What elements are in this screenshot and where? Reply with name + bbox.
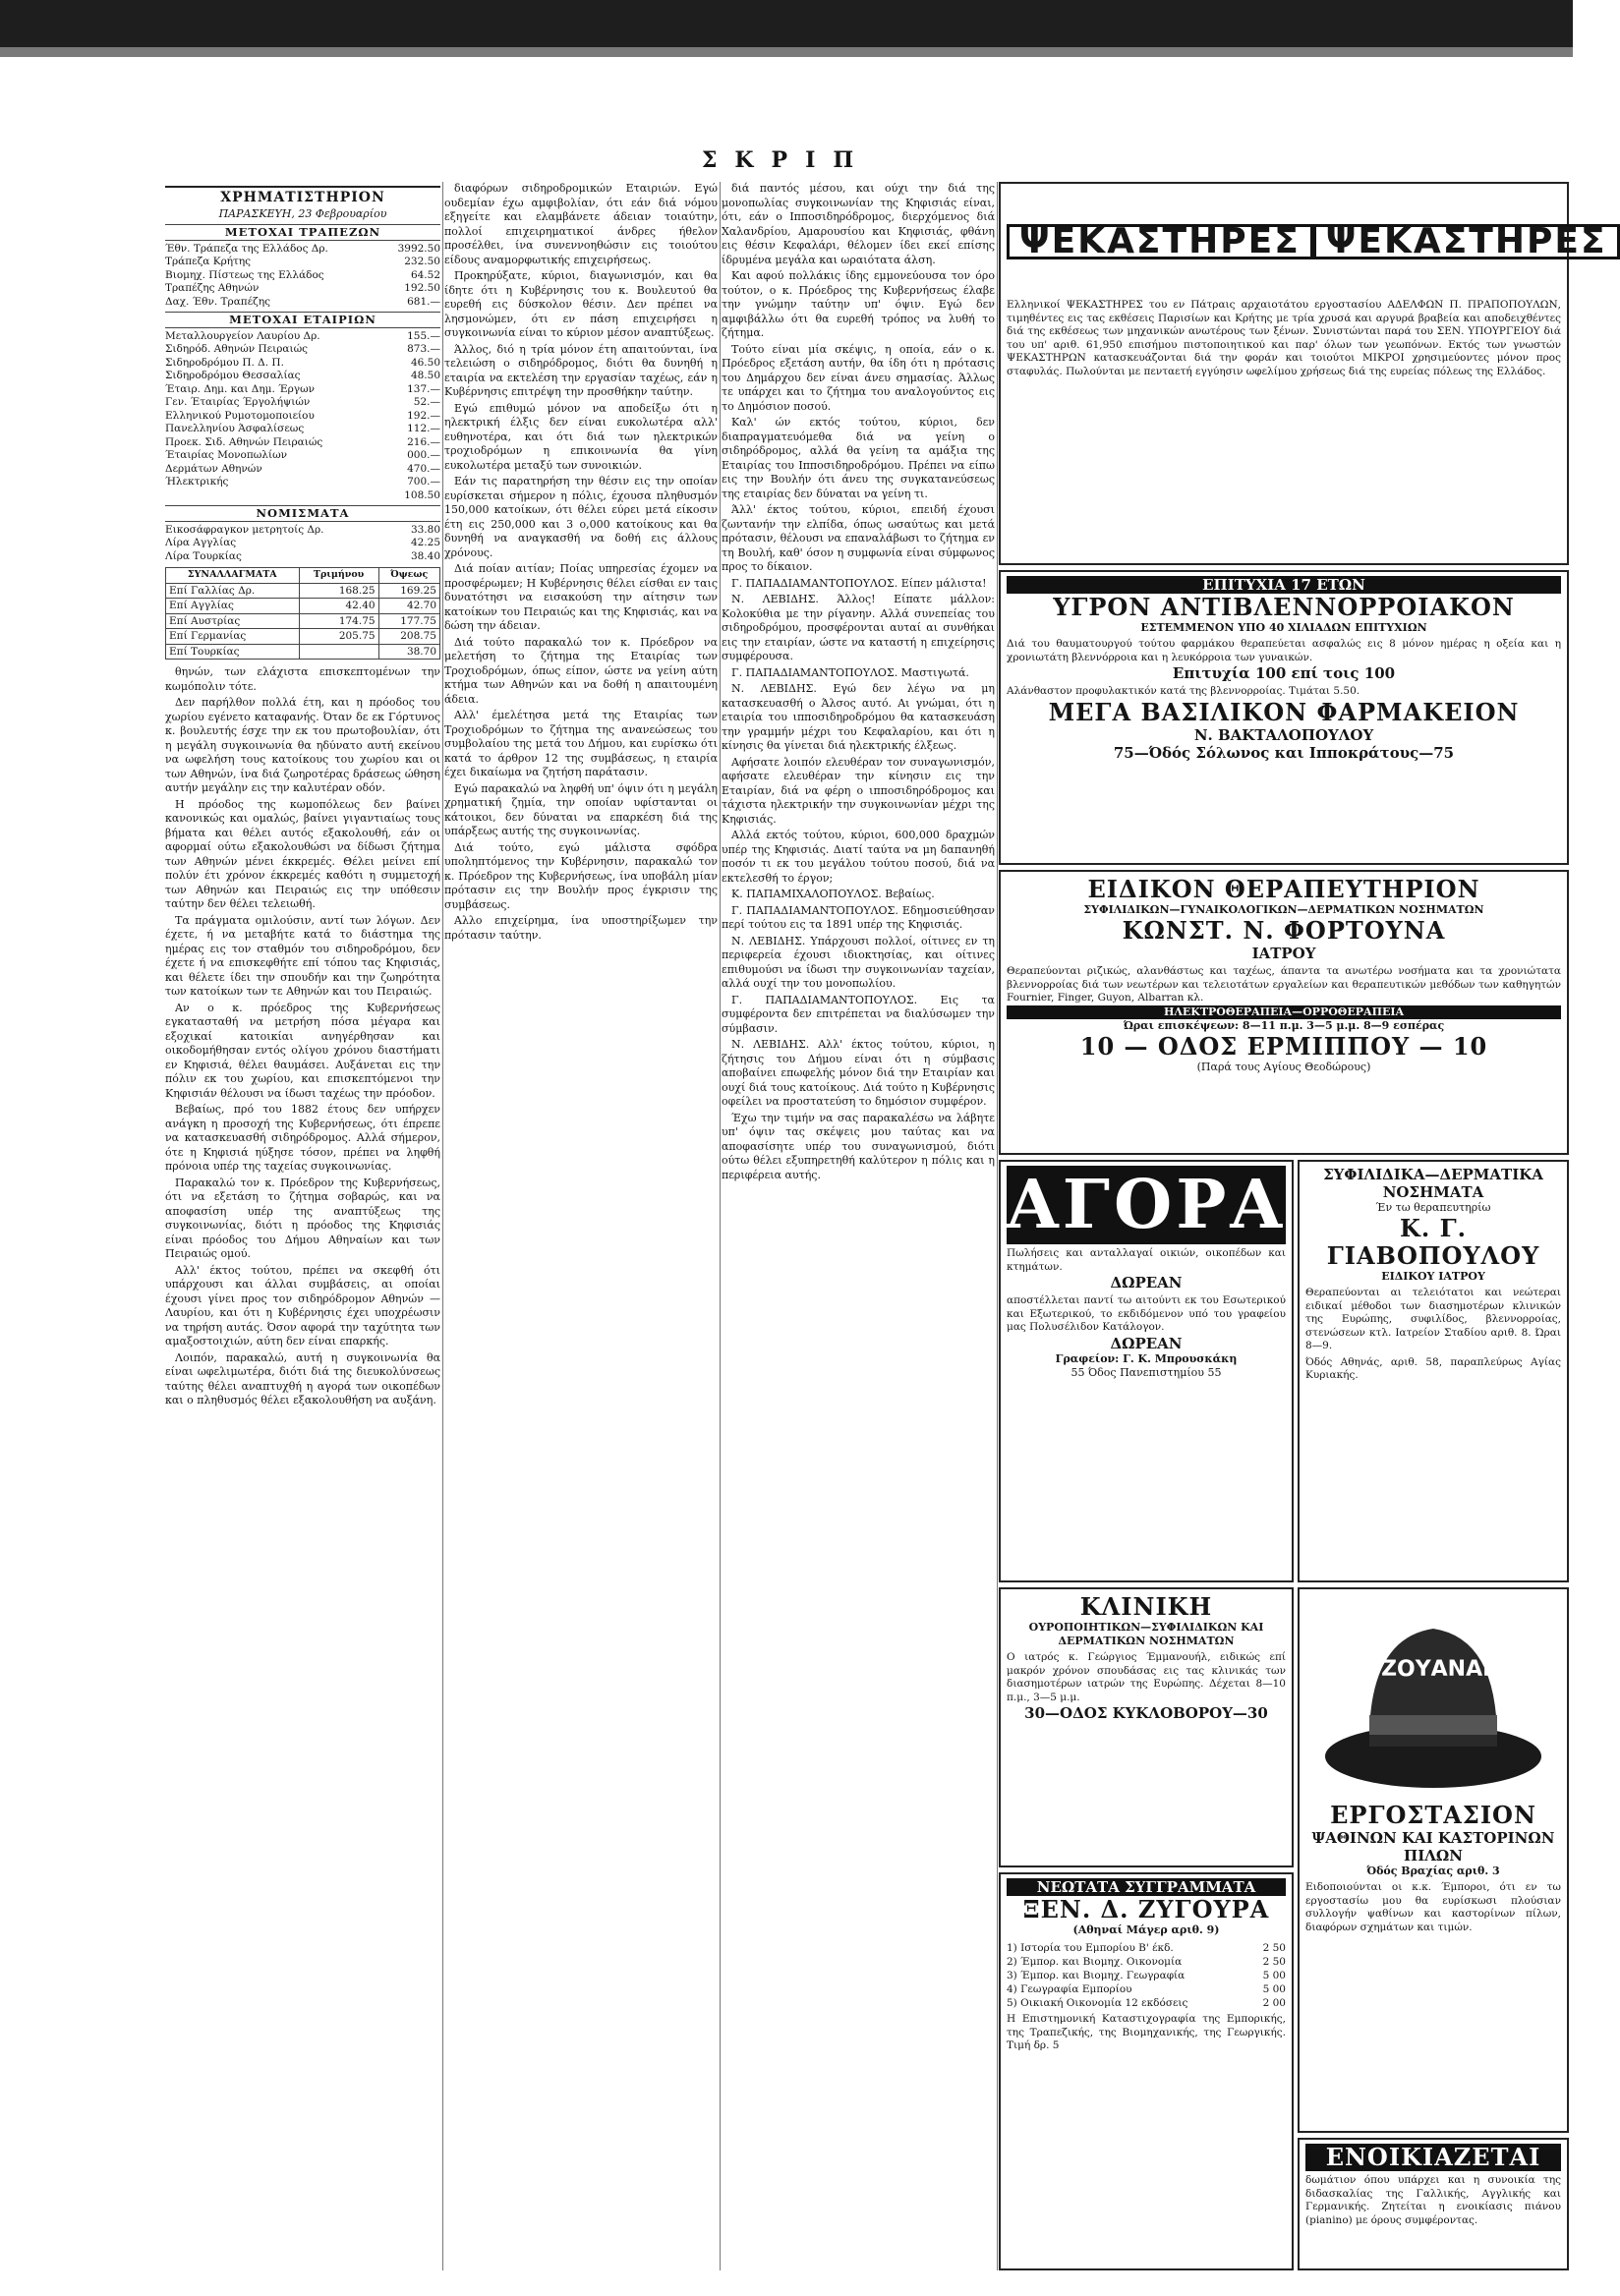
clinic-band: ΗΛΕΚΤΡΟΘΕΡΑΠΕΙΑ—ΟΡΡΟΘΕΡΑΠΕΙΑ [1007, 1005, 1561, 1019]
exchange-cell-name: Επί Αγγλίας [166, 599, 300, 614]
pharmacy-name: ΜΕΓΑ ΒΑΣΙΛΙΚΟΝ ΦΑΡΜΑΚΕΙΟΝ [1048, 697, 1520, 726]
rate-name: Γεν. Έταιρίας Έργολήψιών [165, 396, 311, 408]
sprayers-word-left: ΨΕΚΑΣΤΗΡΕΣ [1007, 224, 1313, 259]
rate-row [165, 269, 440, 283]
sprayers-word-right: ΨΕΚΑΣΤΗΡΕΣ [1313, 224, 1620, 259]
exchange-row [166, 613, 440, 629]
article-paragraph: Τα πράγματα ομιλούσιν, αντί των λόγων. Δεν έχετε, ή να μεταβήτε κατά το διάστημα της ημέρας εις τον σταθμόν του σιδηροδρόμου, δεν έχετε ή να επισκεφθήτε επί τόπου τας Κηφισιάς, και θέλετε ίδει την σπουδήν και την ζωηρότητα των κατοίκων των τε Αθηνών και του Πειραιώς. [165, 913, 440, 998]
rate-row [165, 296, 440, 310]
rate-row [165, 343, 440, 357]
article-paragraph: Δεν παρήλθον πολλά έτη, και η πρόοδος του χωρίου εγένετο καταφανής. Όταν δε εκ Γόρτυνος κ. βουλευτής έσχε την εκ του πρωτοβουλίαν, ότι η μεγάλη συγκοινωνία θα ηδύνατο αυτή εκείνου να ωφελήση τους κατοίκους του χωρίου και οι των Αθηνών, ίνα διά ζωηροτέρας δράσεως ώθηση αυτήν μεγάλην εις την καλυτέραν οδόν. [165, 696, 440, 794]
article-paragraph: Η πρόοδος της κωμοπόλεως δεν βαίνει κανονικώς και ομαλώς, βαίνει γιγαντιαίως τους βήματα και θέλει αυτός εξακολουθή, εάν οι αφορμαί ούτω εξακολουθώσι να δίδωσι ζήτημα των Αθηνών μένει έκκρεμές. Θέλει μείνει επί πολύν έτι χρόνον έκκρεμές καθότι η συμμετοχή των Αθηνών και Πειραιώς εις την υπόθεσιν ταύτην δεν θέλει τελειωθή. [165, 797, 440, 910]
derm-role: ΕΙΔΙΚΟΥ ΙΑΤΡΟΥ [1381, 1270, 1485, 1283]
rate-name: Προεκ. Σιδ. Αθηνών Πειραιώς [165, 435, 323, 448]
rate-name: Σιδηρόδ. Αθηνών Πειραιώς [165, 343, 309, 355]
kliniki-text: Ο ιατρός κ. Γεώργιος Έμμανουήλ, ειδικώς επί μακρόν χρόνον σπουδάσας εις τας κλινικάς των διασημοτέρων ιατρών της Ευρώπης. Δέχεται 8—10 π.μ., 3—5 μ.μ. [1007, 1651, 1286, 1703]
banks-heading: ΜΕΤΟΧΑΙ ΤΡΑΠΕΖΩΝ [165, 224, 440, 241]
book-price: 5 00 [1262, 1970, 1286, 1981]
rate-name: Έθν. Τράπεζα της Ελλάδος Δρ. [165, 242, 328, 255]
rate-row [165, 436, 440, 450]
article-paragraph: διά παντός μέσου, και ούχι την διά της μονοπωλίας συγκοινωνίαν της Κηφισιάς είναι, ότι, εάν ο Ιπποσιδηρόδρομος, διερχόμενος διά Χαλανδρίου, Αμαρουσίου και Κηφισιάς, φθάνη εις θέσιν Κεφαλάρι, θέλομεν ίδει εκεί επίσης ίδρυμένα μεγάλα και ωραιότατα άλση. [722, 182, 995, 266]
rate-value: 681.— [407, 295, 440, 308]
rate-row [165, 330, 440, 344]
book-name: 3) Έμπορ. και Βιομηχ. Γεωγραφία [1007, 1970, 1186, 1981]
rate-name: Βιομηχ. Πίστεως της Ελλάδος [165, 268, 324, 281]
exchange-cell-tri: 205.75 [299, 629, 378, 645]
books-text: Η Επιστημονική Καταστιχογραφία της Εμπορικής, της Τραπεζικής, της Βιομηχανικής, της Γεωργικής. Τιμή δρ. 5 [1007, 2013, 1286, 2051]
article-paragraph: Ν. ΛΕΒΙΔΗΣ. Άλλος! Είπατε μάλλον: Κολοκύθια με την ρίγανην. Αλλά συνεπείας του σιδηροδρόμου, προσφέρονται αυταί αι συνθήκαι εις την εταιρίαν, ώστε να καταστή η επιχείρησις συμφέρουσα. [722, 593, 995, 662]
rate-row [165, 357, 440, 371]
agora-address: 55 Όδος Πανεπιστημίου 55 [1070, 1365, 1222, 1379]
exchange-row [166, 599, 440, 614]
article-paragraph: Λοιπόν, παρακαλώ, αυτή η συγκοινωνία θα είναι ωφελιμωτέρα, διότι διά της διευκολύνσεως ταύτης θέλει αναπτυχθή η αγορά των οικοπέδων και ο πληθυσμός θέλει εξακολουθήση να αυξάνη. [165, 1350, 440, 1406]
rate-name: Ήλεκτρικής [165, 476, 229, 488]
article-paragraph: Άλλος, διό η τρία μόνον έτη απαιτούνται, ίνα τελειώση ο σιδηρόδρομος, διότι θα δυνηθή η εταιρία να εκτελέση την εργασίαν ταχέως, εάν η Κυβέρνησις επιτρέψη την προσθήκην ταύτην. [444, 342, 718, 398]
antiblen-text2: Αλάνθαστον προφυλακτικόν κατά της βλεννορροίας. Τιμάται 5.50. [1007, 685, 1360, 697]
market-title: ΧΡΗΜΑΤΙΣΤΗΡΙΟΝ [165, 186, 440, 205]
rate-row [165, 524, 440, 538]
article-paragraph: Κ. ΠΑΠΑΜΙΧΑΛΟΠΟΥΛΟΣ. Βεβαίως. [731, 888, 935, 900]
hat-factory-ad [1298, 1587, 1569, 2133]
books-address: (Αθηναί Μάγερ αριθ. 9) [1072, 1923, 1220, 1936]
books-title: ΝΕΩΤΑΤΑ ΣΥΓΓΡΑΜΜΑΤΑ [1007, 1878, 1286, 1896]
rate-name: Λίρα Τουρκίας [165, 549, 242, 562]
article-paragraph: Γ. ΠΑΠΑΔΙΑΜΑΝΤΟΠΟΥΛΟΣ. Είπεν μάλιστα! [731, 576, 987, 590]
article-paragraph: Αλλ' έμελέτησα μετά της Εταιρίας των Τροχιοδρόμων το ζήτημα της ανανεώσεως του συμβολαίου της μετά του Δήμου, και ευρίσκω ότι κατά το άρθρον 12 της συμβάσεως, η εταιρία έχει δικαίωμα να ζητήση παράτασιν. [444, 709, 718, 778]
rate-name: Έταιρ. Δημ. και Δημ. Έργων [165, 382, 316, 395]
rate-value: 42.25 [410, 537, 440, 548]
rate-row [165, 396, 440, 410]
rate-value: 48.50 [410, 370, 440, 381]
exchange-row [166, 629, 440, 645]
rate-name: Δαχ. Έθν. Τραπέζης [165, 295, 271, 308]
companies-list [165, 330, 440, 503]
book-price: 2 50 [1262, 1942, 1286, 1954]
exchange-cell-tri [299, 644, 378, 660]
article-text-col1 [165, 665, 440, 1408]
article-paragraph: Προκηρύξατε, κύριοι, διαγωνισμόν, και θα ίδητε ότι η Κυβέρνησις του κ. Βουλευτού θα ευρεθή εις δύσκολον θέσιν. Δεν πρέπει να λησμονώμεν, ότι εν πάση επιχειρήσει η συγκοινωνία είναι το κύριον μέσον αναπτύξεως. [444, 269, 718, 339]
article-paragraph: Αφήσατε λοιπόν ελευθέραν τον συναγωνισμόν, αφήσατε ελευθέραν την κίνησιν εις την Εταιρίαν, διά να φέρη ο ιπποσιδηρόδρομος και τάχιστα ηλεκτρικήν την συγκοινωνίαν μέχρι της Κηφισιάς. [722, 755, 995, 826]
derm-doctor: Κ. Γ. ΓΙΑΒΟΠΟΥΛΟΥ [1326, 1214, 1540, 1270]
rate-value: 232.50 [404, 256, 440, 267]
article-paragraph: Ν. ΛΕΒΙΔΗΣ. Εγώ δεν λέγω να μη κατασκευασθή ο Άλσος αυτό. Αι γνώμαι, ότι η εταιρία του ιπποσιδηροδρόμου θα κατασκευάση την γραμμήν μέχρι του Κεφαλαρίου, και ότι η κίνησις θα γίνεται διά ηλεκτρικής έλξεως. [722, 682, 995, 752]
pharmacy-owner: Ν. ΒΑΚΤΑΛΟΠΟΥΛΟΥ [1193, 725, 1374, 744]
hat-sub: ΨΑΘΙΝΩΝ ΚΑΙ ΚΑΣΤΟΡΙΝΩΝ ΠΙΛΩΝ [1311, 1829, 1555, 1865]
exchange-cell-ops: 38.70 [378, 644, 439, 660]
clinic-role: ΙΑΤΡΟΥ [1251, 945, 1316, 962]
hat-title: ΕΡΓΟΣΤΑΣΙΟΝ [1330, 1801, 1536, 1829]
book-item [1007, 1941, 1286, 1955]
success-tag: ΕΠΙΤΥΧΙΑ 17 ΕΤΩΝ [1007, 576, 1561, 594]
article-paragraph: θηνών, των ελάχιστα επισκεπτομένων την κωμόπολιν τότε. [165, 665, 440, 693]
rate-name [165, 489, 381, 503]
column-rule [720, 182, 721, 2270]
rate-name: Μεταλλουργείον Λαυρίου Δρ. [165, 329, 320, 342]
exchange-col-ops: Όψεως [378, 568, 439, 584]
rate-value: 112.— [407, 423, 440, 434]
rate-name: Πανελληνίου Άσφαλίσεως [165, 423, 305, 434]
exchange-cell-name: Επί Τουρκίας [166, 644, 300, 660]
rate-value: 470.— [407, 462, 440, 475]
agora-office: Γραφείον: Γ. Κ. Μπρουσκάκη [1055, 1351, 1238, 1365]
exchange-cell-name: Επί Γαλλίας Δρ. [166, 583, 300, 599]
clinic-doctor: ΚΩΝΣΤ. Ν. ΦΟΡΤΟΥΝΑ [1122, 916, 1446, 945]
exchange-col-tri: Τριμήνου [299, 568, 378, 584]
agora-text2: αποστέλλεται παντί τω αιτούντι εκ του Εσωτερικού και Εξωτερικού, το εκδιδόμενον υπό του γραφείου μας Πολυσέλιδον Κατάλογον. [1007, 1294, 1286, 1333]
rate-value: 137.— [407, 382, 440, 395]
books-publisher: ΞΕΝ. Δ. ΖΥΓΟΥΡΑ [1022, 1895, 1270, 1923]
companies-heading: ΜΕΤΟΧΑΙ ΕΤΑΙΡΙΩΝ [165, 312, 440, 328]
exchange-row [166, 644, 440, 660]
book-item [1007, 1982, 1286, 1996]
article-paragraph: Και αφού πολλάκις ίδης εμμονεύουσα τον όρο τούτον, ο κ. Πρόεδρος της Κυβερνήσεως έλαβε την γνώμην ταύτην υπ' όψιν. Εγώ δεν αμφιβάλλω ότι θα ευρεθή τρόπος να λυθή το ζήτημα. [722, 269, 995, 339]
rate-name: Έταιρίας Μονοπωλίων [165, 449, 288, 461]
agora-free: ΔΩΡΕΑΝ [1110, 1274, 1183, 1292]
rate-value: 700.— [407, 476, 440, 488]
clinic-title: ΕΙΔΙΚΟΝ ΘΕΡΑΠΕΥΤΗΡΙΟΝ [1087, 875, 1480, 903]
article-paragraph: Αλλά εκτός τούτου, κύριοι, 600,000 δραχμών υπέρ της Κηφισιάς. Διατί ταύτα να μη δαπανηθή ποσόν τι εκ του μεγάλου τούτου ποσού, διά να εκτελεσθή το έργον; [722, 829, 995, 885]
rate-value: 000.— [407, 449, 440, 461]
rate-value: 155.— [407, 329, 440, 342]
rent-text: δωμάτιον όπου υπάρχει και η συνοικία της διδασκαλίας της Γαλλικής, Αγγλικής και Γερμανικής. Ζητείται η ενοικίασις πιάνου (pianino) με όρους συμφέροντας. [1305, 2174, 1561, 2226]
books-ad [999, 1872, 1294, 2270]
book-item [1007, 1996, 1286, 2010]
rate-value: 108.50 [404, 488, 440, 501]
hat-address: Όδός Βραχίας αριθ. 3 [1366, 1865, 1500, 1877]
exchange-cell-ops: 169.25 [378, 583, 439, 599]
article-paragraph: Γ. ΠΑΠΑΔΙΑΜΑΝΤΟΠΟΥΛΟΣ. Μαστιγωτά. [731, 665, 969, 679]
article-paragraph: Αν ο κ. πρόεδρος της Κυβερνήσεως εγκατασταθή να μετρήση πόσα μέγαρα και εξοχικαί κατοικίαι ανηγέρθησαν και οικοδομήθησαν εντός ολίγου χρόνου διαστήματι εν Κηφισιά, θέλει θαυμάσει. Αυξάνεται εις την πόλιν εκ του χωρίου, και επισκεπτόμενοι την Κηφισιάν θέλουσι να ίδωσι ταχέως την πρόοδον. [165, 1001, 440, 1100]
clinic-near: (Παρά τους Αγίους Θεοδώρους) [1196, 1060, 1371, 1073]
hat-illustration [1320, 1599, 1546, 1796]
derm-text: Θεραπεύονται αι τελειότατοι και νεώτεραι ειδικαί μέθοδοι των διασημοτέρων κλινικών της Ευρώπης, συφιλίδος, βλεννορροίας, στενώσεων κτλ. Ιατρείον Σταδίου αριθ. 8. Ώραι 8—9. [1305, 1287, 1561, 1351]
market-date: ΠΑΡΑΣΚΕΥΗ, 23 Φεβρουαρίου [218, 206, 387, 220]
article-paragraph: Εγώ παρακαλώ να ληφθή υπ' όψιν ότι η μεγάλη χρηματική ζημία, την οποίαν υφίστανται οι κάτοικοι, δεν δύναται να επαρκέση διά της υπάρξεως αυτής της συγκοινωνίας. [444, 781, 718, 837]
antiblen-title: ΥΓΡΟΝ ΑΝΤΙΒΛΕΝΝΟΡΡΟΙΑΚΟΝ [1053, 593, 1515, 621]
scan-top-border [0, 0, 1573, 57]
rate-row [165, 370, 440, 383]
antiblen-sub: ΕΣΤΕΜΜΕΝΟΝ ΥΠΟ 40 ΧΙΛΙΑΔΩΝ ΕΠΙΤΥΧΙΩΝ [1140, 621, 1427, 634]
book-price: 2 00 [1262, 1997, 1286, 2009]
rate-name: Τράπεζα Κρήτης [165, 256, 252, 267]
article-paragraph: Τούτο είναι μία σκέψις, η οποία, εάν ο κ. Πρόεδρος εξετάση αυτήν, θα ίδη ότι η πρότασις του Δημάρχου δεν είναι άνευ σημασίας. Άλλως τε υπάρχει και το ζήτημα του αναλογούντος εις το Δημόσιον ποσού. [722, 342, 995, 413]
banks-list [165, 243, 440, 310]
rate-name: Τραπέζης Αθηνών [165, 282, 260, 294]
agora-word: ΑΓΟΡΑ [1007, 1166, 1287, 1244]
antiblen-highlight: Επιτυχία 100 επί τοις 100 [1172, 664, 1396, 682]
article-paragraph: Παρακαλώ τον κ. Πρόεδρον της Κυβερνήσεως, ότι να εξετάση το ζήτημα σοβαρώς, και να αποφασίση υπέρ της αναπτύξεως της συγκοινωνίας, διότι η πρόοδος της Κηφισιάς είναι πρόοδος του Δήμου Αθηναίων και των Πειραιώς ομού. [165, 1176, 440, 1260]
book-item [1007, 1955, 1286, 1969]
agora-ad [999, 1160, 1294, 1582]
exchange-title: ΣΥΝΑΛΛΑΓΜΑΤΑ [166, 568, 300, 584]
exchange-cell-ops: 177.75 [378, 613, 439, 629]
rent-ad [1298, 2138, 1569, 2270]
antiblen-text: Διά του θαυματουργού τούτου φαρμάκου θεραπεύεται ασφαλώς εις 8 μόνον ημέρας η οξεία και η χρονιωτάτη βλεννόρροια και η λευκόρροια των γυναικών. [1007, 638, 1561, 663]
exchange-cell-ops: 42.70 [378, 599, 439, 614]
column-3 [722, 182, 995, 2270]
coins-list [165, 524, 440, 564]
clinic-hours: Ώραι επισκέψεων: 8—11 π.μ. 3—5 μ.μ. 8—9 εσπέρας [1123, 1018, 1445, 1032]
clinic-sub: ΣΥΦΙΛΙΔΙΚΩΝ—ΓΥΝΑΙΚΟΛΟΓΙΚΩΝ—ΔΕΡΜΑΤΙΚΩΝ ΝΟΣΗΜΑΤΩΝ [1083, 903, 1484, 916]
rate-value: 192.50 [404, 282, 440, 294]
rate-name: Σιδηροδρόμου Θεσσαλίας [165, 370, 301, 381]
clinic-text: Θεραπεύονται ριζικώς, αλανθάστως και ταχέως, άπαντα τα ανωτέρω νοσήματα και τα χρονιώτατα βλεννορροίας διά των νεωτέρων και τελειοτάτων εργαλείων και θεραπευτικών μεθόδων των καθηγητών Fournier, Finger, Guyon, Albarran κλ. [1007, 965, 1561, 1004]
rate-value: 33.80 [410, 523, 440, 536]
book-name: 1) Ιστορία του Εμπορίου Β' έκδ. [1007, 1942, 1174, 1954]
article-paragraph: Διά τούτο, εγώ μάλιστα σφόδρα υποληπτόμενος την Κυβέρνησιν, παρακαλώ τον κ. Πρόεδρον της Κυβερνήσεως, ίνα υποβάλη μίαν πρότασιν εις την Βουλήν προς έγκρισιν της συμβάσεως. [444, 840, 718, 911]
article-paragraph: Διά ποίαν αιτίαν; Ποίας υπηρεσίας έχομεν να προσφέρωμεν; Η Κυβέρνησις θέλει είσθαι εν ταις δυνατότησι να εισακούση την αίτησιν των κατοίκων του Πειραιώς και της Κηφισιάς, και να δώση την άδειαν. [444, 562, 718, 632]
exchange-cell-tri: 174.75 [299, 613, 378, 629]
article-paragraph: Εάν τις παρατηρήση την θέσιν εις την οποίαν ευρίσκεται σήμερον η πόλις, έχουσα πληθυσμόν 150,000 κατοίκων, ότι θέλει εύρει μετά είκοσιν έτη εις 250,000 και 3 ο,000 κατοίκους και θα δυνηθή να αναγκασθή να δοθή εις άλλους χρόνους. [444, 475, 718, 559]
agora-text: Πωλήσεις και ανταλλαγαί οικιών, οικοπέδων και κτημάτων. [1007, 1247, 1286, 1273]
rate-value: 52.— [413, 396, 440, 408]
column-rule [997, 182, 998, 2270]
rate-row [165, 423, 440, 436]
clinic-ad [999, 870, 1569, 1155]
sprayers-ad [999, 182, 1607, 565]
article-paragraph: Διά τούτο παρακαλώ τον κ. Πρόεδρον να μελετήση το ζήτημα της Εταιρίας των Τροχιοδρόμων, όπως είπον, ώστε να γείνη αύτη κτήμα των Αθηνών και να δοθή η απαιτουμένη άδεια. [444, 635, 718, 706]
derm-title: ΣΥΦΙΛΙΔΙΚΑ—ΔΕΡΜΑΤΙΚΑ ΝΟΣΗΜΑΤΑ [1323, 1166, 1543, 1201]
rate-row [165, 489, 440, 503]
hat-brand-text: Χ. ΤΖΟΥΑΝΑΚΟΣ [1334, 1657, 1533, 1682]
rate-value: 873.— [407, 343, 440, 355]
derm-address: Όδός Αθηνάς, αριθ. 58, παραπλεύρως Αγίας Κυριακής. [1305, 1355, 1561, 1381]
rate-row [165, 282, 440, 296]
column-2 [444, 182, 718, 2270]
sprayers-text: Ελληνικοί ΨΕΚΑΣΤΗΡΕΣ του εν Πάτραις αρχαιοτάτου εργοστασίου ΑΔΕΛΦΩΝ Π. ΠΡΑΠΟΠΟΥΛΩΝ, τιμηθέντες εις τας εκθέσεις Παρισίων και Κρήτης με τρία χρυσά και αργυρά βραβεία και αποδειχθέντες διά της εκθέσεως των μηχανικών ανωτέρους των ξένων. Συνιστώνται παρά του ΣΕΝ. ΥΠΟΥΡΓΕΙΟΥ διά του υπ' αριθ. 61,950 επισήμου πιστοποιητικού και παρ' όλων των γεωπόνων. Εκτός των γνωστών ΨΕΚΑΣΤΗΡΩΝ κατασκευάζονται διά την φοράν και τοιούτοι ΜΙΚΡΟΙ χρησιμεύοντες μόνον προς σταφυλάς. Πωλούνται με πενταετή εγγύησιν ωφελίμου χρήσεως διά της ευρείας πόλεως της Ελλάδος. [1007, 299, 1561, 377]
rate-value: 46.50 [410, 356, 440, 369]
exchange-cell-name: Επί Γερμανίας [166, 629, 300, 645]
derm-sub: Έν τω θεραπευτηρίω [1375, 1201, 1491, 1214]
rate-row [165, 410, 440, 424]
rate-row [165, 550, 440, 564]
article-paragraph: διαφόρων σιδηροδρομικών Εταιριών. Εγώ ουδεμίαν έχω αμφιβολίαν, ότι εάν διά νόμου εξηγείτε και ελαμβάνετε άδειαν τοιαύτην, πολλοί επιχειρηματικοί άνδρες ήθελον προσέλθει, ίνα συνεννοηθώσιν εις τοιούτου είδους αναμορφωτικής επιχειρήσεως. [444, 182, 718, 266]
article-paragraph: Έχω την τιμήν να σας παρακαλέσω να λάβητε υπ' όψιν τας σκέψεις μου ταύτας και να αποφασίσητε υπέρ του συναγωνισμού, διότι ούτω θέλει εξυπηρετηθή καλύτερον η πόλις και η περιφέρεια αυτής. [722, 1111, 995, 1181]
book-price: 5 00 [1262, 1983, 1286, 1995]
rate-name: Δερμάτων Αθηνών [165, 462, 262, 475]
pharmacy-address: 75—Όδός Σόλωνος και Ιπποκράτους—75 [1113, 743, 1455, 762]
rent-word: ΕΝΟΙΚΙΑΖΕΤΑΙ [1305, 2144, 1561, 2171]
book-item [1007, 1969, 1286, 1982]
hat-text: Ειδοποιούνται οι κ.κ. Έμποροι, ότι εν τω εργοστασίω μου θα ευρίσκωσι πλούσιαν συλλογήν ψαθίνων και καστορίνων πίλων, διαφόρων σχημάτων και τιμών. [1305, 1881, 1561, 1933]
rate-value: 64.52 [410, 268, 440, 281]
rate-name: Σιδηροδρόμου Π. Δ. Π. [165, 356, 284, 369]
exchange-cell-name: Επί Αυστρίας [166, 613, 300, 629]
exchange-cell-ops: 208.75 [378, 629, 439, 645]
kliniki-address: 30—ΟΔΟΣ ΚΥΚΛΟΒΟΡΟΥ—30 [1024, 1704, 1268, 1722]
article-paragraph: Αλλο επιχείρημα, ίνα υποστηρίξωμεν την πρότασιν ταύτην. [444, 914, 718, 942]
article-paragraph: Γ. ΠΑΠΑΔΙΑΜΑΝΤΟΠΟΥΛΟΣ. Εδημοσιεύθησαν περί τούτου εις τα 1891 υπέρ της Κηφισιάς. [722, 903, 995, 931]
column-1 [165, 182, 440, 2270]
article-paragraph: Ν. ΛΕΒΙΔΗΣ. Αλλ' έκτος τούτου, κύριοι, η ζήτησις του Δήμου είναι ότι η σύμβασις αποβαίνει επωφελής μόνον διά την Εταιρίαν και ουχί διά τους κατοίκους. Διά τούτο η Κυβέρνησις οφείλει να προστατεύση το δημόσιον συμφέρον. [722, 1038, 995, 1108]
rate-name: Ελληνικού Ρυμοτομοποιείου [165, 409, 315, 422]
rate-value: 3992.50 [397, 242, 440, 255]
article-paragraph: Εγώ επιθυμώ μόνον να αποδείξω ότι η ηλεκτρική έλξις δεν είναι ευκολωτέρα αλλ' ευθηνοτέρα, και ότι διά των ηλεκτρικών τροχιοδρόμων η επικοινωνία θα γίνη ευκολωτέρα μεταξύ των συνοικιών. [444, 401, 718, 472]
coins-heading: ΝΟΜΙΣΜΑΤΑ [165, 505, 440, 522]
kliniki-ad [999, 1587, 1294, 1867]
article-paragraph: Ν. ΛΕΒΙΔΗΣ. Υπάρχουσι πολλοί, οίτινες εν τη περιφερεία έχουσι ιδιοκτησίας, και οίτινες επιθυμούσι να ίδωσι την συγκοινωνίαν ταχείαν, αλλά ουχί την του μονοπωλίου. [722, 934, 995, 990]
clinic-address: 10 — ΟΔΟΣ ΕΡΜΙΠΠΟΥ — 10 [1079, 1031, 1488, 1061]
exchange-cell-tri: 168.25 [299, 583, 378, 599]
exchange-cell-tri: 42.40 [299, 599, 378, 614]
book-name: 5) Οικιακή Οικονομία 12 εκδόσεις [1007, 1997, 1188, 2009]
rate-row [165, 383, 440, 397]
rate-value: 38.40 [410, 549, 440, 562]
article-paragraph: Γ. ΠΑΠΑΔΙΑΜΑΝΤΟΠΟΥΛΟΣ. Εις τα συμφέροντα δεν επιτρέπεται να διαλύσωμεν την σύμβασιν. [722, 993, 995, 1035]
book-name: 4) Γεωγραφία Εμπορίου [1007, 1983, 1132, 1995]
rate-row [165, 476, 440, 489]
article-paragraph: Αλλ' έκτος τούτου, πρέπει να σκεφθή ότι υπάρχουσι και άλλαι συμβάσεις, αι οποίαι έχουσι γίνει προς τον σιδηρόδρομον Αθηνών — Λαυρίου, και ότι η Κυβέρνησις έχει υποχρέωσιν να τηρήση αυτάς. Όσον αφορά την ταχύτητα των αμαξοστοιχιών, αύτη δεν είναι επαρκής. [165, 1263, 440, 1348]
rate-row [165, 256, 440, 269]
books-list [1007, 1941, 1286, 2010]
rate-value: 216.— [407, 435, 440, 448]
exchange-table [165, 567, 440, 660]
article-paragraph: Βεβαίως, πρό του 1882 έτους δεν υπήρχεν ανάγκη η προσοχή της Κυβερνήσεως, ότι έπρεπε να κατασκευασθή σιδηρόδρομος. Αλλά σήμερον, ότε η Κηφισιά ηύξησε τόσον, πρέπει να ληφθή πρόνοια υπέρ της ταχείας συγκοινωνίας. [165, 1103, 440, 1173]
rate-row [165, 463, 440, 477]
antiblennorrhea-ad [999, 570, 1569, 865]
article-paragraph: Καλ' ών εκτός τούτου, κύριοι, δεν διαπραγματευόμεθα διά να γείνη ο σιδηρόδρομος, αλλά θα γείνη τα αμάξια της Εταιρίας του Ιπποσιδηροδρόμου. Πρέπει να είπω εις την Βουλήν ότι άνευ της συγκατανεύσεως της εταιρίας δεν δύναται να γείνη τι. [722, 416, 995, 500]
rate-name: Εικοσάφραγκον μετρητοίς Δρ. [165, 523, 324, 536]
book-price: 2 50 [1262, 1956, 1286, 1968]
rate-row [165, 449, 440, 463]
rate-row [165, 537, 440, 550]
rate-value: 192.— [407, 409, 440, 422]
rate-name: Λίρα Αγγλίας [165, 537, 237, 548]
column-rule [442, 182, 443, 2270]
kliniki-sub: ΟΥΡΟΠΟΙΗΤΙΚΩΝ—ΣΥΦΙΛΙΔΙΚΩΝ ΚΑΙ ΔΕΡΜΑΤΙΚΩΝ ΝΟΣΗΜΑΤΩΝ [1028, 1621, 1264, 1647]
book-name: 2) Έμπορ. και Βιομηχ. Οικονομία [1007, 1956, 1183, 1968]
article-paragraph: Άλλ' έκτος τούτου, κύριοι, επειδή έχουσι ζωντανήν την ελπίδα, όπως ωσαύτως και μετά πρότασιν, θέλουσι να επαναλάβωσι το ζήτημα εν τη Βουλή, καθ' όσον η συμφωνία είναι σύμφωνος προς το δίκαιον. [722, 503, 995, 573]
newspaper-masthead: ΣΚΡΙΠ [701, 147, 872, 173]
exchange-row [166, 583, 440, 599]
kliniki-title: ΚΛΙΝΙΚΗ [1079, 1592, 1213, 1621]
rate-row [165, 243, 440, 257]
dermatology-ad [1298, 1160, 1569, 1582]
agora-free-2: ΔΩΡΕΑΝ [1110, 1334, 1183, 1352]
